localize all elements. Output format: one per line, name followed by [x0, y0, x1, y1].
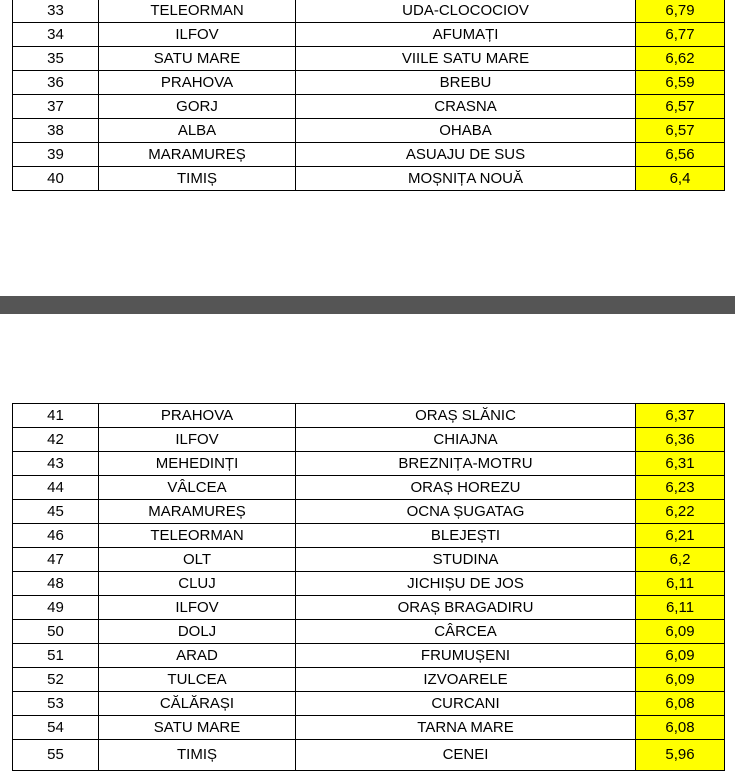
table-row — [13, 47, 725, 71]
county-cell: ALBA — [99, 119, 296, 143]
locality-cell: CÂRCEA — [296, 620, 636, 644]
table-row — [13, 167, 725, 191]
rank-cell: 45 — [13, 500, 99, 524]
score-cell: 5,96 — [636, 740, 725, 771]
score-cell: 6,59 — [636, 71, 725, 95]
rank-cell: 53 — [13, 692, 99, 716]
locality-cell: ASUAJU DE SUS — [296, 143, 636, 167]
score-cell: 6,57 — [636, 119, 725, 143]
rank-cell: 52 — [13, 668, 99, 692]
locality-cell: CURCANI — [296, 692, 636, 716]
table-row — [13, 23, 725, 47]
score-cell: 6,08 — [636, 692, 725, 716]
table-row — [13, 143, 725, 167]
table-row — [13, 668, 725, 692]
locality-cell: JICHIȘU DE JOS — [296, 572, 636, 596]
county-cell: MARAMUREȘ — [99, 500, 296, 524]
table-row — [13, 452, 725, 476]
rank-cell: 37 — [13, 95, 99, 119]
table-row — [13, 0, 725, 23]
locality-cell: CRASNA — [296, 95, 636, 119]
county-cell: TELEORMAN — [99, 524, 296, 548]
table-row — [13, 476, 725, 500]
table-row — [13, 692, 725, 716]
locality-cell: VIILE SATU MARE — [296, 47, 636, 71]
rank-cell: 51 — [13, 644, 99, 668]
score-cell: 6,56 — [636, 143, 725, 167]
score-cell: 6,31 — [636, 452, 725, 476]
score-cell: 6,57 — [636, 95, 725, 119]
score-cell: 6,11 — [636, 596, 725, 620]
rank-cell: 38 — [13, 119, 99, 143]
score-cell: 6,2 — [636, 548, 725, 572]
county-cell: OLT — [99, 548, 296, 572]
table-row — [13, 404, 725, 428]
score-cell: 6,08 — [636, 716, 725, 740]
score-cell: 6,09 — [636, 620, 725, 644]
county-cell: SATU MARE — [99, 47, 296, 71]
county-cell: CĂLĂRAȘI — [99, 692, 296, 716]
score-cell: 6,21 — [636, 524, 725, 548]
score-cell: 6,62 — [636, 47, 725, 71]
score-cell: 6,79 — [636, 0, 725, 23]
county-cell: TELEORMAN — [99, 0, 296, 23]
rank-cell: 33 — [13, 0, 99, 23]
table-row — [13, 71, 725, 95]
score-cell: 6,4 — [636, 167, 725, 191]
table-row — [13, 548, 725, 572]
county-cell: VÂLCEA — [99, 476, 296, 500]
rank-cell: 48 — [13, 572, 99, 596]
rank-cell: 40 — [13, 167, 99, 191]
table-row — [13, 572, 725, 596]
table-row — [13, 596, 725, 620]
rank-cell: 39 — [13, 143, 99, 167]
score-cell: 6,37 — [636, 404, 725, 428]
rank-cell: 43 — [13, 452, 99, 476]
county-cell: TULCEA — [99, 668, 296, 692]
locality-cell: CENEI — [296, 740, 636, 771]
ranking-table-top — [12, 0, 725, 191]
county-cell: TIMIȘ — [99, 167, 296, 191]
county-cell: ILFOV — [99, 596, 296, 620]
county-cell: CLUJ — [99, 572, 296, 596]
locality-cell: IZVOARELE — [296, 668, 636, 692]
county-cell: MARAMUREȘ — [99, 143, 296, 167]
locality-cell: ORAȘ HOREZU — [296, 476, 636, 500]
county-cell: ILFOV — [99, 428, 296, 452]
rank-cell: 34 — [13, 23, 99, 47]
locality-cell: ORAȘ BRAGADIRU — [296, 596, 636, 620]
score-cell: 6,22 — [636, 500, 725, 524]
county-cell: PRAHOVA — [99, 404, 296, 428]
locality-cell: STUDINA — [296, 548, 636, 572]
rank-cell: 46 — [13, 524, 99, 548]
rank-cell: 55 — [13, 740, 99, 771]
rank-cell: 35 — [13, 47, 99, 71]
locality-cell: BLEJEȘTI — [296, 524, 636, 548]
table-row — [13, 716, 725, 740]
rank-cell: 54 — [13, 716, 99, 740]
score-cell: 6,77 — [636, 23, 725, 47]
county-cell: TIMIȘ — [99, 740, 296, 771]
score-cell: 6,09 — [636, 668, 725, 692]
score-cell: 6,23 — [636, 476, 725, 500]
county-cell: ARAD — [99, 644, 296, 668]
rank-cell: 44 — [13, 476, 99, 500]
table-row — [13, 620, 725, 644]
table-row — [13, 524, 725, 548]
locality-cell: MOȘNIȚA NOUĂ — [296, 167, 636, 191]
county-cell: PRAHOVA — [99, 71, 296, 95]
locality-cell: OHABA — [296, 119, 636, 143]
rank-cell: 41 — [13, 404, 99, 428]
score-cell: 6,09 — [636, 644, 725, 668]
table-row — [13, 644, 725, 668]
locality-cell: AFUMAȚI — [296, 23, 636, 47]
county-cell: MEHEDINȚI — [99, 452, 296, 476]
table-row — [13, 95, 725, 119]
page-separator — [0, 296, 735, 314]
county-cell: ILFOV — [99, 23, 296, 47]
locality-cell: BREZNIȚA-MOTRU — [296, 452, 636, 476]
locality-cell: UDA-CLOCOCIOV — [296, 0, 636, 23]
locality-cell: CHIAJNA — [296, 428, 636, 452]
table-row — [13, 500, 725, 524]
locality-cell: BREBU — [296, 71, 636, 95]
county-cell: GORJ — [99, 95, 296, 119]
rank-cell: 50 — [13, 620, 99, 644]
rank-cell: 42 — [13, 428, 99, 452]
table-row — [13, 119, 725, 143]
county-cell: SATU MARE — [99, 716, 296, 740]
score-cell: 6,36 — [636, 428, 725, 452]
locality-cell: FRUMUȘENI — [296, 644, 636, 668]
locality-cell: TARNA MARE — [296, 716, 636, 740]
locality-cell: OCNA ȘUGATAG — [296, 500, 636, 524]
table-row — [13, 428, 725, 452]
county-cell: DOLJ — [99, 620, 296, 644]
score-cell: 6,11 — [636, 572, 725, 596]
rank-cell: 47 — [13, 548, 99, 572]
ranking-table-bottom — [12, 403, 725, 771]
rank-cell: 36 — [13, 71, 99, 95]
rank-cell: 49 — [13, 596, 99, 620]
locality-cell: ORAȘ SLĂNIC — [296, 404, 636, 428]
table-row — [13, 740, 725, 771]
